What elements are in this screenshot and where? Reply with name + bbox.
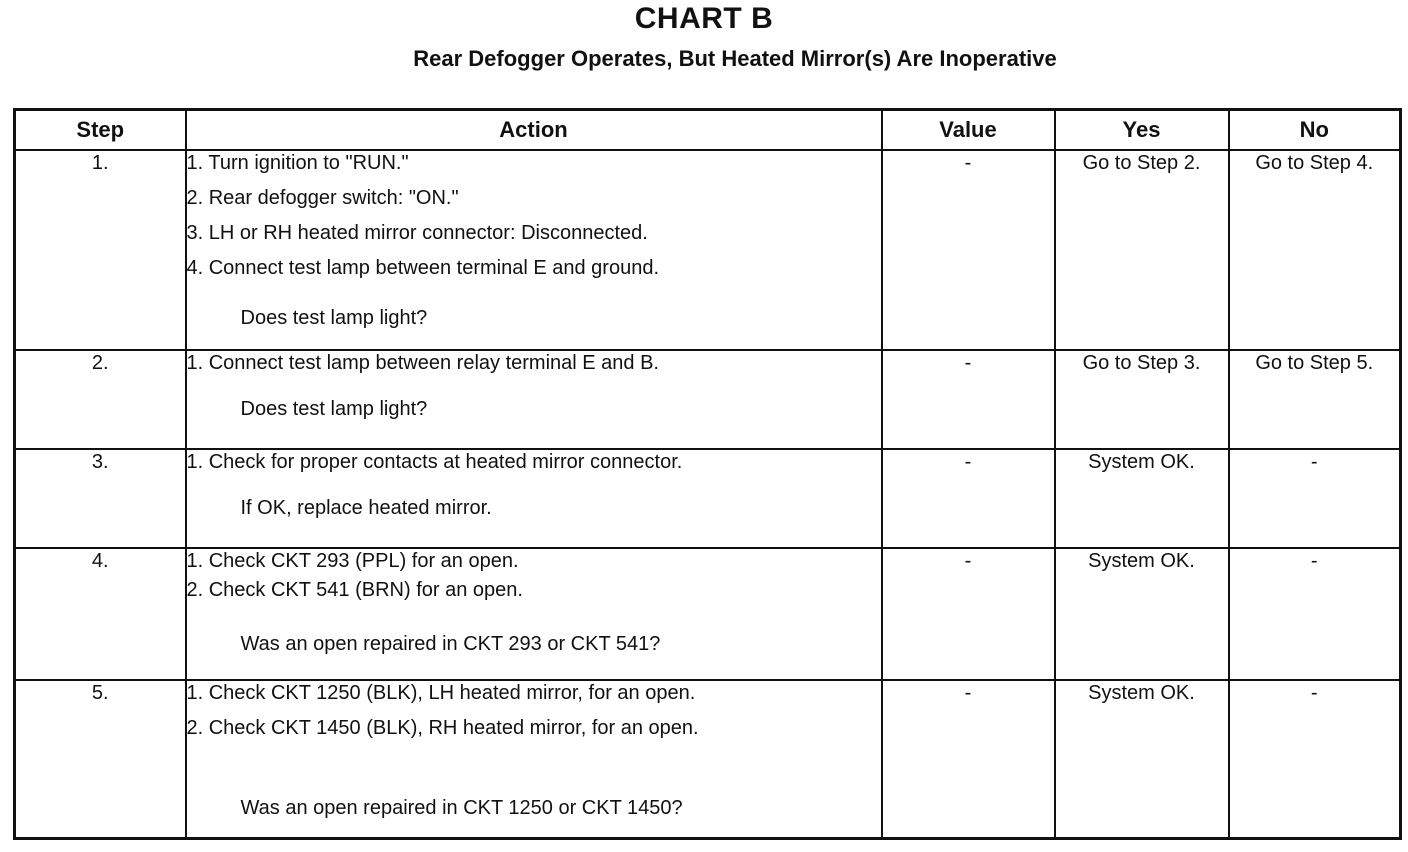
step-number: 2.	[15, 350, 186, 449]
action-cell	[186, 548, 882, 680]
table-row	[15, 150, 1401, 350]
action-line: 2. Rear defogger switch: "ON."	[186, 187, 459, 209]
header-yes: Yes	[1055, 110, 1229, 151]
value-cell: -	[882, 548, 1055, 680]
table-row	[15, 680, 1401, 838]
header-step: Step	[15, 110, 186, 151]
no-cell: -	[1229, 449, 1401, 548]
action-line: 2. Check CKT 1450 (BLK), RH heated mirror, for an open.	[186, 717, 699, 740]
action-line: 1. Connect test lamp between relay terminal E and B.	[186, 352, 659, 375]
no-cell: -	[1229, 680, 1401, 838]
yes-cell: System OK.	[1055, 449, 1229, 548]
action-question: Does test lamp light?	[240, 307, 428, 329]
action-question: Does test lamp light?	[240, 398, 428, 421]
step-number: 3.	[15, 449, 186, 548]
yes-cell: Go to Step 3.	[1055, 350, 1229, 449]
action-cell	[186, 680, 882, 838]
action-question: If OK, replace heated mirror.	[240, 497, 492, 520]
value-cell: -	[882, 150, 1055, 350]
action-line: 3. LH or RH heated mirror connector: Disconnected.	[186, 222, 648, 244]
no-cell: -	[1229, 548, 1401, 680]
no-cell: Go to Step 4.	[1229, 150, 1401, 350]
action-question: Was an open repaired in CKT 1250 or CKT 1450?	[240, 797, 683, 820]
table-row	[15, 548, 1401, 680]
value-cell: -	[882, 449, 1055, 548]
header-value: Value	[882, 110, 1055, 151]
table-row	[15, 350, 1401, 449]
chart-title: CHART B	[634, 2, 774, 35]
step-number: 5.	[15, 680, 186, 838]
yes-cell: System OK.	[1055, 680, 1229, 838]
action-line: 4. Connect test lamp between terminal E and ground.	[186, 257, 659, 279]
header-action: Action	[186, 110, 882, 151]
yes-cell: System OK.	[1055, 548, 1229, 680]
action-line: 1. Check CKT 293 (PPL) for an open.	[186, 550, 519, 573]
chart-subtitle: Rear Defogger Operates, But Heated Mirror(s) Are Inoperative	[413, 46, 1057, 71]
header-no: No	[1229, 110, 1401, 151]
no-cell: Go to Step 5.	[1229, 350, 1401, 449]
action-cell	[186, 449, 882, 548]
action-question: Was an open repaired in CKT 293 or CKT 541?	[240, 633, 661, 656]
value-cell: -	[882, 680, 1055, 838]
action-cell	[186, 350, 882, 449]
step-number: 1.	[15, 150, 186, 350]
diagnostic-table	[13, 108, 1402, 840]
action-line: 1. Turn ignition to "RUN."	[186, 152, 409, 174]
action-line: 1. Check for proper contacts at heated mirror connector.	[186, 451, 683, 474]
table-row	[15, 449, 1401, 548]
step-number: 4.	[15, 548, 186, 680]
table-header-row	[15, 110, 1401, 151]
value-cell: -	[882, 350, 1055, 449]
action-line: 2. Check CKT 541 (BRN) for an open.	[186, 579, 523, 602]
yes-cell: Go to Step 2.	[1055, 150, 1229, 350]
action-cell	[186, 150, 882, 350]
action-line: 1. Check CKT 1250 (BLK), LH heated mirror, for an open.	[186, 682, 696, 705]
